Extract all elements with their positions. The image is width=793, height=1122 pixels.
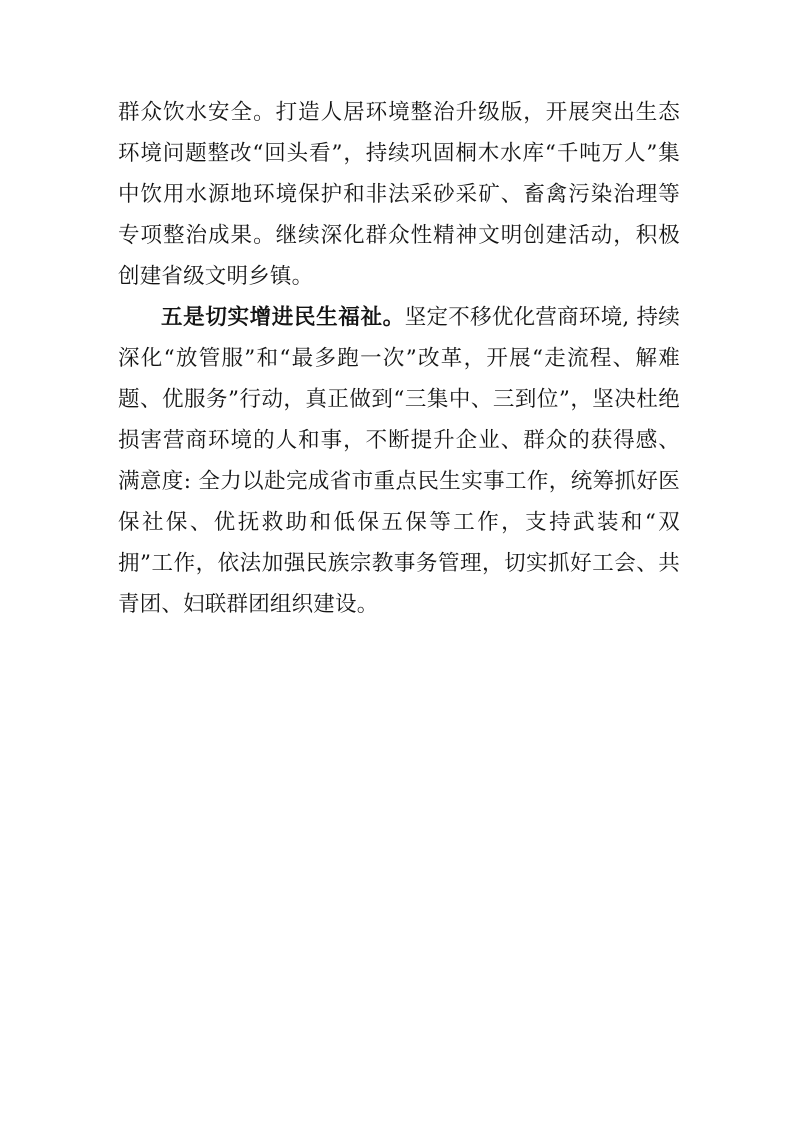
document-body — [118, 92, 680, 625]
paragraph-2-text: 坚定不移优化营商环境, 持续深化“放管服”和“最多跑一次”改革，开展“走流程、解难题、优服务”行动，真正做到“三集中、三到位”，坚决杜绝损害营商环境的人和事，不断提升企业、群众的获得感、满意度: 全力以赴完成省市重点民生实事工作，统筹抓好医保社保、优抚救助和低保五保等工作，支持武装和“双拥”工作，依法加强民族宗教事务管理，切实抓好工会、共青团、妇联群团组织建设。 — [118, 305, 680, 617]
paragraph-1-text: 群众饮水安全。打造人居环境整治升级版，开展突出生态环境问题整改“回头看”，持续巩固桐木水库“千吨万人”集中饮用水源地环境保护和非法采砂采矿、畜禽污染治理等专项整治成果。继续深化群众性精神文明创建活动，积极创建省级文明乡镇。 — [118, 100, 680, 289]
paragraph-2-lead: 五是切实增进民生福祉。 — [161, 305, 405, 330]
paragraph-1 — [118, 92, 680, 297]
paragraph-2 — [118, 297, 680, 625]
